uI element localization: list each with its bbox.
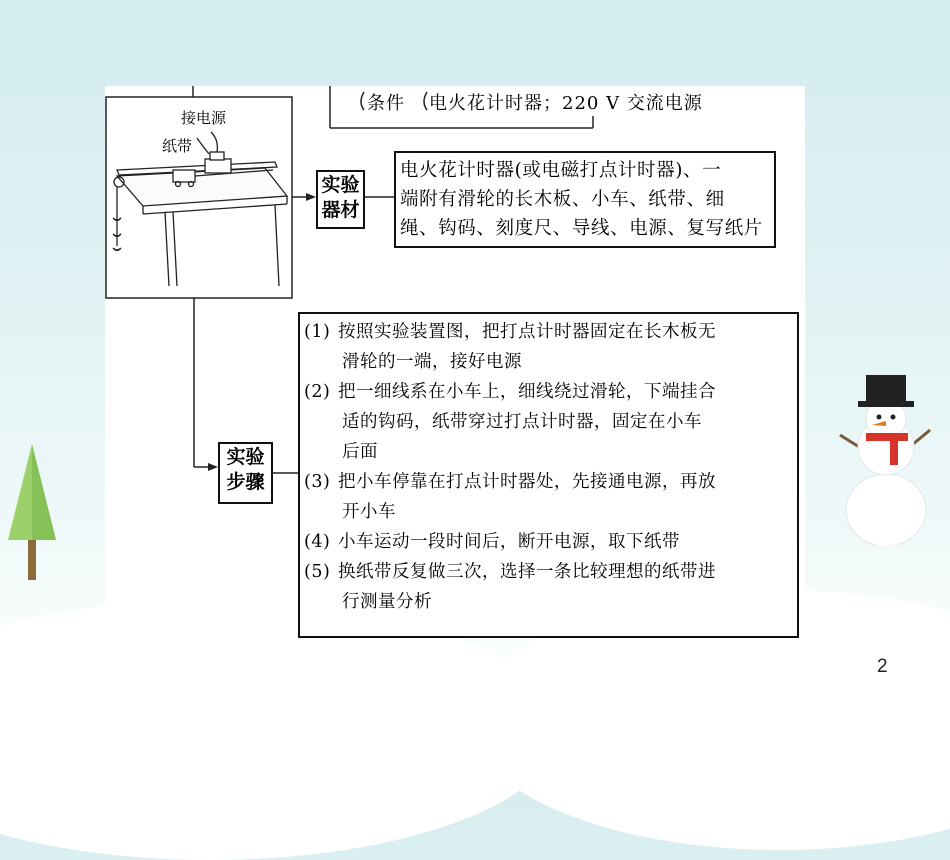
step-text-continued: 适的钩码，纸带穿过打点计时器，固定在小车	[342, 412, 702, 432]
step-text: 小车运动一段时间后，断开电源，取下纸带	[338, 532, 680, 552]
step-item	[304, 377, 797, 467]
step-number: (1)	[304, 322, 331, 342]
apparatus-label-power: 接电源	[181, 109, 227, 127]
step-number: (5)	[304, 562, 331, 582]
steps-box	[298, 312, 799, 638]
condition-label: 条件	[367, 93, 405, 114]
step-item	[304, 527, 797, 557]
step-text-continued: 行测量分析	[342, 592, 432, 612]
step-text: 把一细线系在小车上，细线绕过滑轮，下端挂合	[338, 382, 716, 402]
materials-box	[394, 151, 776, 248]
steps-label	[218, 442, 273, 504]
step-text-continued: 后面	[342, 442, 378, 462]
step-item	[304, 317, 797, 377]
condition-text: 电火花计时器；220 V 交流电源	[429, 93, 703, 114]
steps-label-line1: 实验	[226, 446, 265, 468]
step-text-continued: 滑轮的一端，接好电源	[342, 352, 522, 372]
step-text: 把小车停靠在打点计时器处，先接通电源，再放	[338, 472, 716, 492]
materials-label-line2: 器材	[321, 199, 360, 221]
step-item	[304, 557, 797, 617]
steps-label-line2: 步骤	[226, 471, 265, 493]
step-text: 按照实验装置图，把打点计时器固定在长木板无	[338, 322, 716, 342]
step-number: (3)	[304, 472, 331, 492]
page-number: 2	[877, 656, 888, 677]
apparatus-label-tape: 纸带	[162, 137, 193, 155]
step-number: (4)	[304, 532, 331, 552]
step-number: (2)	[304, 382, 331, 402]
step-item	[304, 467, 797, 527]
materials-label	[316, 170, 365, 229]
step-text-continued: 开小车	[342, 502, 396, 522]
materials-line: 端附有滑轮的长木板、小车、纸带、细	[400, 189, 725, 210]
christmas-tree-icon	[0, 440, 70, 590]
step-text: 换纸带反复做三次，选择一条比较理想的纸带进	[338, 562, 716, 582]
materials-line: 绳、钩码、刻度尺、导线、电源、复写纸片	[400, 218, 763, 239]
materials-line: 电火花计时器(或电磁打点计时器)、一	[400, 160, 722, 181]
snowman-icon	[820, 375, 950, 545]
slide-content	[105, 86, 805, 639]
materials-label-line1: 实验	[321, 174, 360, 196]
